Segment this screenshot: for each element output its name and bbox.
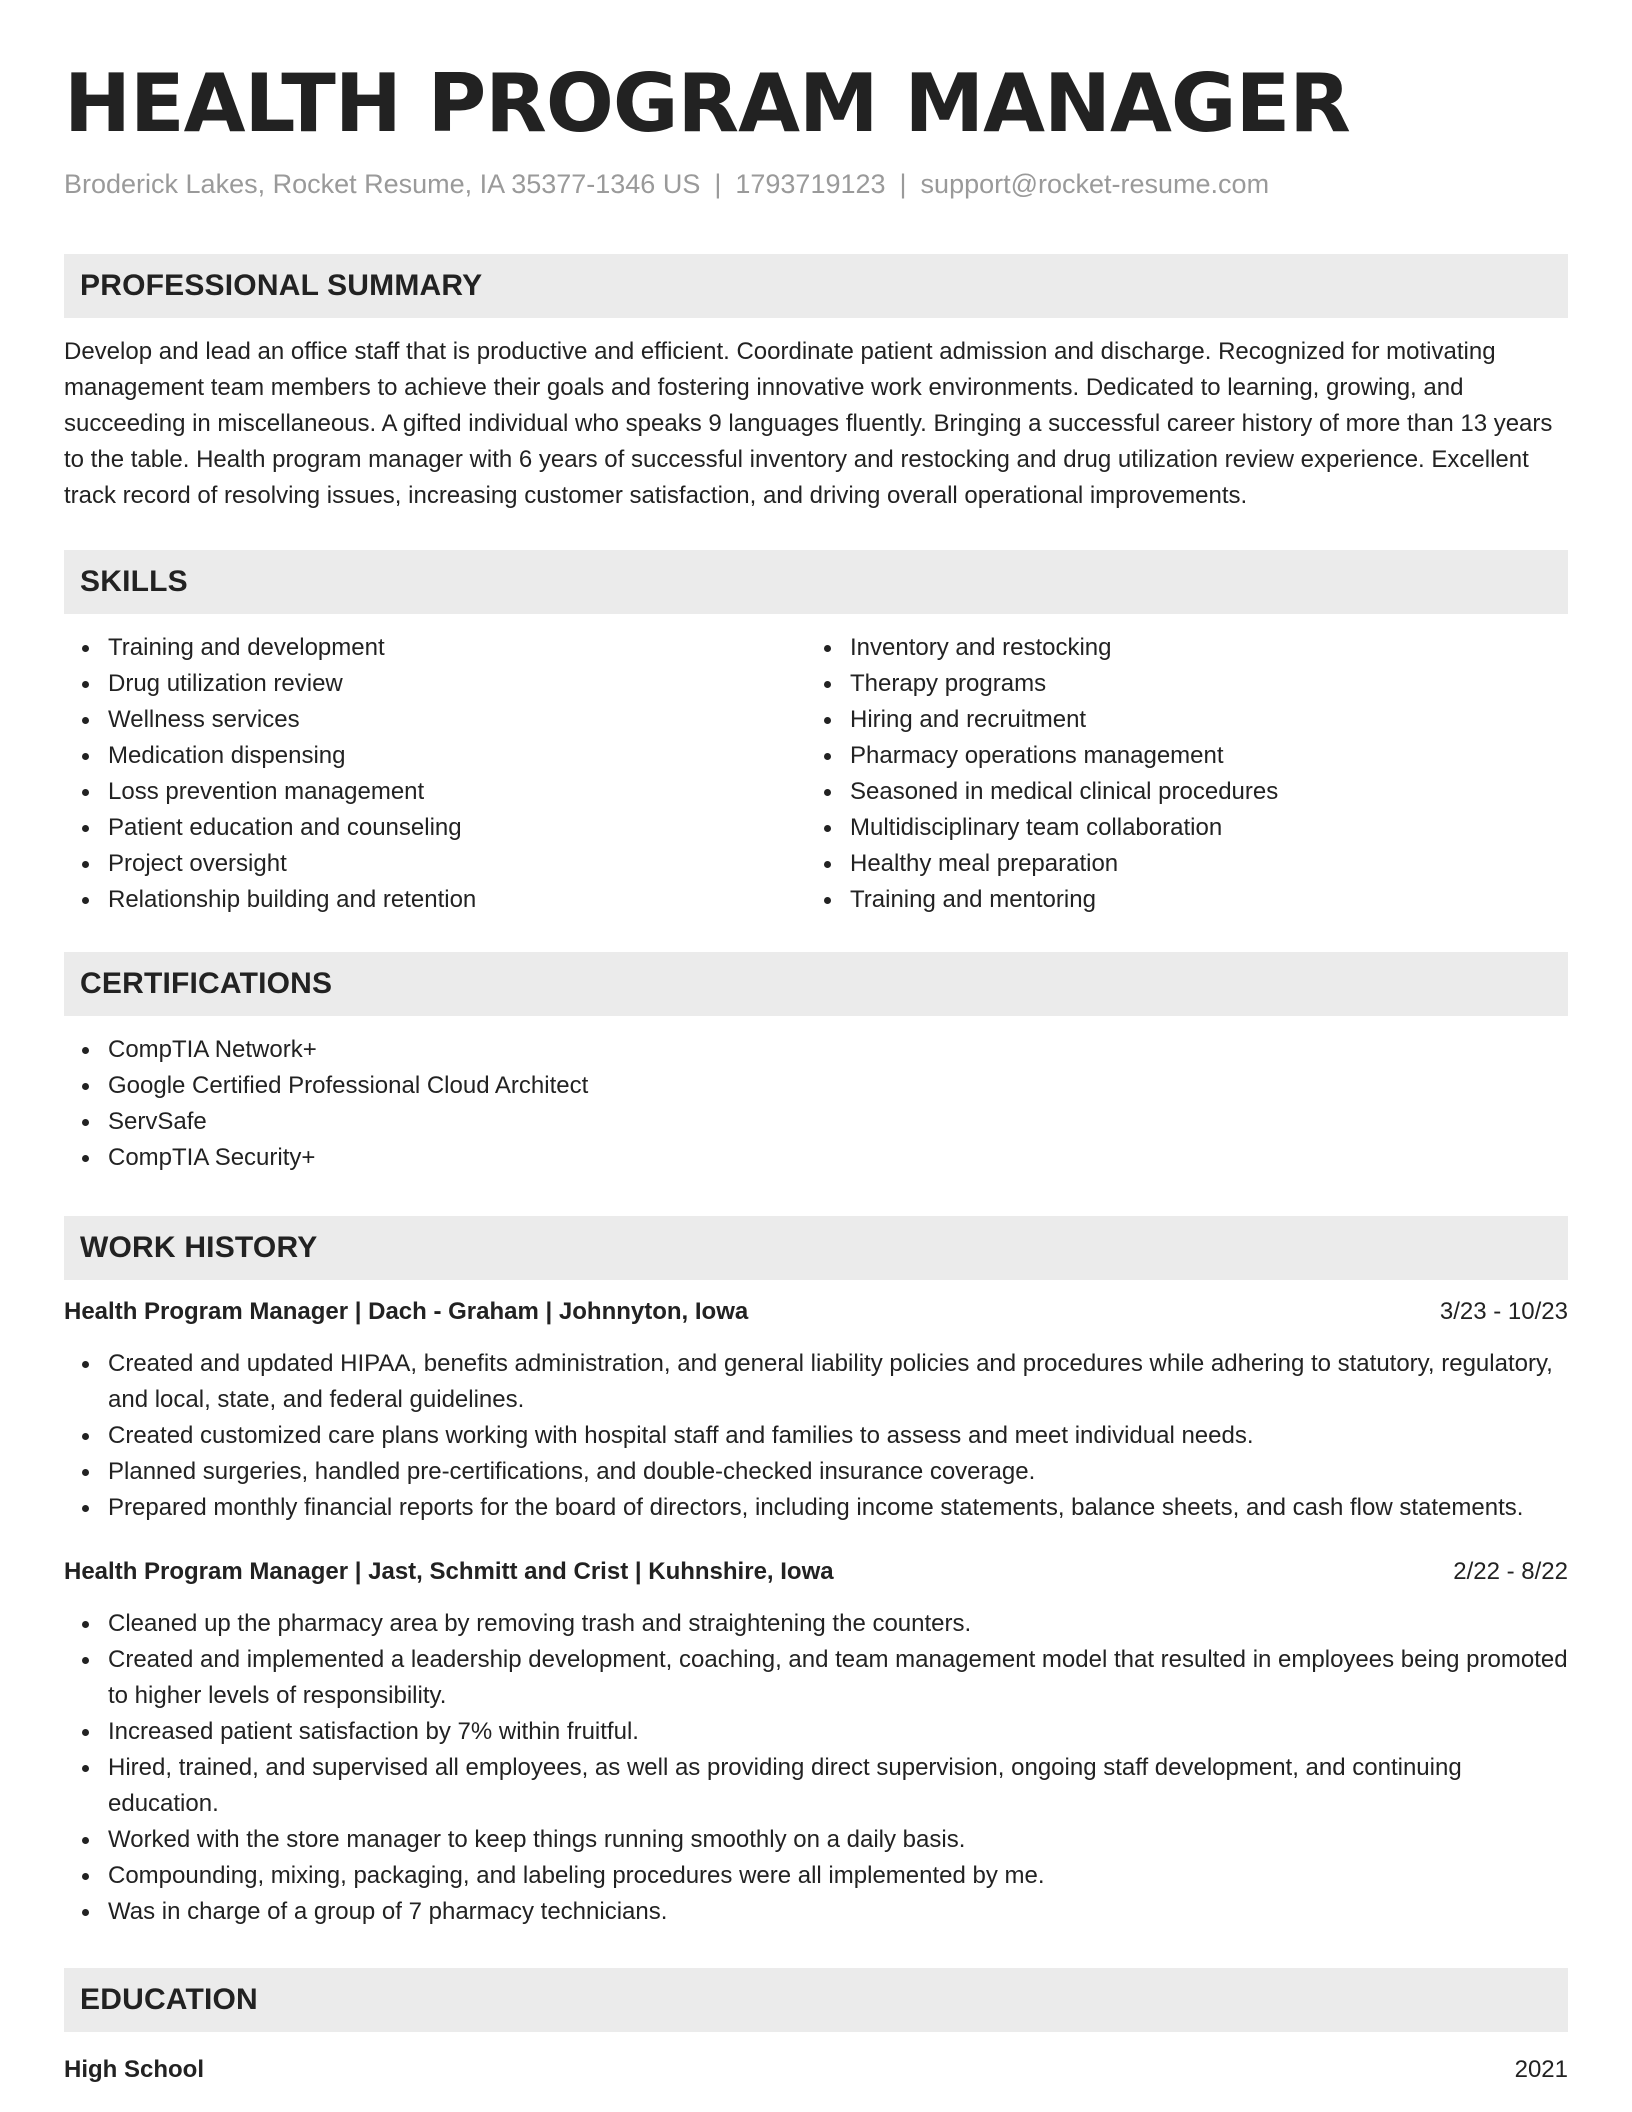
job-bullet: Worked with the store manager to keep things running smoothly on a daily basis. [64,1822,1568,1858]
contact-separator: | [899,169,907,199]
job-bullet: Planned surgeries, handled pre-certifications, and double-checked insurance coverage. [64,1454,1568,1490]
contact-address: Broderick Lakes, Rocket Resume, IA 35377-1346 US [64,169,701,199]
education-entry [64,2052,1568,2088]
job-dates: 2/22 - 8/22 [1453,1558,1568,1585]
skills-column-left [64,630,806,918]
resume-page [64,56,1568,2088]
job-header [64,1554,1568,1590]
certifications-section [64,952,1568,1176]
education-year: 2021 [1514,2056,1568,2083]
certification-item: ServSafe [64,1104,1568,1140]
job-bullet: Hired, trained, and supervised all employees, as well as providing direct supervision, ongoing staff development, and continuing education. [64,1750,1568,1822]
job-title: Health Program Manager | Dach - Graham | Johnnyton, Iowa [64,1298,749,1325]
skills-heading: SKILLS [64,550,1568,614]
skill-item: Healthy meal preparation [806,846,1548,882]
contact-phone: 1793719123 [735,169,886,199]
job-bullet: Created and implemented a leadership development, coaching, and team management model that resulted in employees being promoted to higher levels of responsibility. [64,1642,1568,1714]
job-entry [64,1294,1568,1526]
work-history-section [64,1216,1568,1930]
skill-item: Patient education and counseling [64,810,806,846]
skill-item: Drug utilization review [64,666,806,702]
resume-title: HEALTH PROGRAM MANAGER [64,57,1350,150]
skill-item: Wellness services [64,702,806,738]
job-bullet: Created and updated HIPAA, benefits administration, and general liability policies and procedures while adhering to statutory, regulatory, and local, state, and federal guidelines. [64,1346,1568,1418]
contact-email: support@rocket-resume.com [920,169,1270,199]
job-header [64,1294,1568,1330]
skills-column-right [806,630,1548,918]
job-bullet: Compounding, mixing, packaging, and labeling procedures were all implemented by me. [64,1858,1568,1894]
job-bullet: Created customized care plans working with hospital staff and families to assess and meet individual needs. [64,1418,1568,1454]
job-bullets [64,1346,1568,1526]
skills-section [64,550,1568,918]
job-dates: 3/23 - 10/23 [1439,1298,1568,1325]
job-bullet: Increased patient satisfaction by 7% within fruitful. [64,1714,1568,1750]
skill-item: Training and mentoring [806,882,1548,918]
education-heading: EDUCATION [64,1968,1568,2032]
certification-item: CompTIA Security+ [64,1140,1568,1176]
skill-item: Pharmacy operations management [806,738,1548,774]
skill-item: Project oversight [64,846,806,882]
education-degree: High School [64,2056,204,2083]
summary-section [64,254,1568,514]
skill-item: Multidisciplinary team collaboration [806,810,1548,846]
education-section [64,1968,1568,2088]
contact-separator: | [714,169,722,199]
certification-item: CompTIA Network+ [64,1032,1568,1068]
work-history-heading: WORK HISTORY [64,1216,1568,1280]
skill-item: Loss prevention management [64,774,806,810]
job-bullet: Cleaned up the pharmacy area by removing trash and straightening the counters. [64,1606,1568,1642]
summary-text: Develop and lead an office staff that is productive and efficient. Coordinate patient admission and discharge. Recognized for motivating management team members to achieve their goals and fostering innovative work environments. Dedicated to learning, growing, and succeeding in miscellaneous. A gifted individual who speaks 9 languages fluently. Bringing a successful career history of more than 13 years to the table. Health program manager with 6 years of successful inventory and restocking and drug utilization review experience. Excellent track record of resolving issues, increasing customer satisfaction, and driving overall operational improvements. [64,338,1553,509]
certification-item: Google Certified Professional Cloud Architect [64,1068,1568,1104]
summary-heading: PROFESSIONAL SUMMARY [64,254,1568,318]
job-bullet: Was in charge of a group of 7 pharmacy technicians. [64,1894,1568,1930]
skill-item: Relationship building and retention [64,882,806,918]
job-title: Health Program Manager | Jast, Schmitt and Crist | Kuhnshire, Iowa [64,1558,834,1585]
skill-item: Hiring and recruitment [806,702,1548,738]
skills-grid [64,630,1568,918]
skill-item: Therapy programs [806,666,1548,702]
skill-item: Seasoned in medical clinical procedures [806,774,1548,810]
job-bullets [64,1606,1568,1930]
skill-item: Training and development [64,630,806,666]
certifications-heading: CERTIFICATIONS [64,952,1568,1016]
job-entry [64,1554,1568,1930]
skill-item: Medication dispensing [64,738,806,774]
job-bullet: Prepared monthly financial reports for the board of directors, including income statements, balance sheets, and cash flow statements. [64,1490,1568,1526]
contact-line [64,166,1568,202]
skill-item: Inventory and restocking [806,630,1548,666]
certifications-list [64,1032,1568,1176]
